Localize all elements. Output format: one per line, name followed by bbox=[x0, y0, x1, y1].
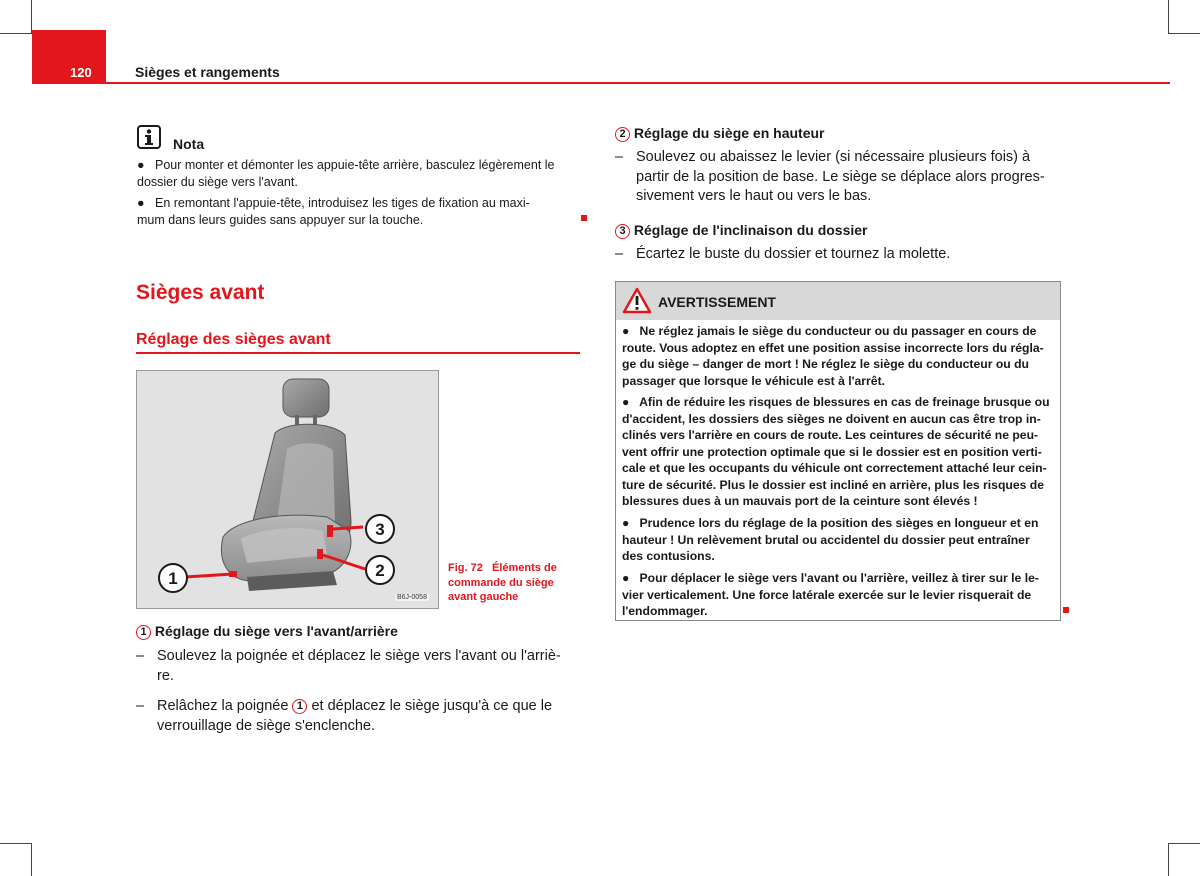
step-number: 2 bbox=[615, 127, 630, 142]
step-line: sivement vers le haut ou vers le bas. bbox=[636, 188, 872, 204]
step-item bbox=[615, 245, 1065, 265]
end-marker bbox=[581, 215, 587, 221]
step-line: Relâchez la poignée bbox=[157, 698, 289, 714]
info-icon bbox=[137, 125, 161, 149]
note-line: mum dans leurs guides sans appuyer sur la touche. bbox=[137, 213, 424, 227]
caption-line: avant gauche bbox=[448, 591, 519, 603]
callout-1 bbox=[159, 564, 187, 592]
crop-mark bbox=[31, 843, 32, 876]
step-number: 1 bbox=[136, 625, 151, 640]
crop-mark bbox=[1168, 843, 1169, 876]
dash: – bbox=[615, 246, 624, 262]
crop-mark bbox=[1168, 33, 1200, 34]
subsection-rule bbox=[136, 352, 580, 354]
step-heading bbox=[136, 623, 398, 640]
warning-item: ● Pour déplacer le siège vers l'avant ou l'arrière, veillez à tirer sur le le- vier verticalement. Une force latérale exercée sur le levier risquerait de l'endommager. bbox=[622, 571, 1039, 618]
bullet: ● bbox=[137, 196, 145, 210]
step-item bbox=[615, 148, 1065, 207]
dash: – bbox=[136, 648, 145, 664]
callout-3 bbox=[366, 515, 394, 543]
crop-mark bbox=[1168, 0, 1169, 34]
bullet: ● bbox=[622, 324, 630, 338]
warning-title: AVERTISSEMENT bbox=[658, 294, 776, 310]
step-title: Réglage de l'inclinaison du dossier bbox=[633, 222, 868, 238]
dash: – bbox=[615, 149, 624, 165]
step-line: et déplacez le siège jusqu'à ce que le bbox=[311, 698, 553, 714]
header-rule bbox=[106, 82, 1170, 84]
bullet: ● bbox=[137, 158, 145, 172]
step-line: Soulevez la poignée et déplacez le siège vers l'avant ou l'arriè- bbox=[157, 648, 561, 664]
crop-mark bbox=[1168, 843, 1200, 844]
caption-label: Fig. 72 bbox=[448, 562, 483, 574]
warning-item: ● Prudence lors du réglage de la position des sièges en longueur et en hauteur ! Un relèvement brutal ou accidentel du dossier peut entraîner des contusions. bbox=[622, 516, 1039, 563]
page-number-box bbox=[32, 30, 106, 84]
section-title: Sièges avant bbox=[136, 281, 265, 304]
step-heading bbox=[615, 222, 868, 239]
step-line: verrouillage de siège s'enclenche. bbox=[157, 717, 375, 734]
figure-code: B6J-0058 bbox=[397, 594, 427, 601]
bullet: ● bbox=[622, 571, 630, 585]
note-line: En remontant l'appuie-tête, introduisez les tiges de fixation au maxi- bbox=[154, 196, 530, 210]
note-item bbox=[137, 157, 577, 191]
svg-text:3: 3 bbox=[375, 520, 385, 539]
step-number: 3 bbox=[615, 224, 630, 239]
chapter-title: Sièges et rangements bbox=[135, 64, 280, 80]
end-marker bbox=[1063, 607, 1069, 613]
step-line: partir de la position de base. Le siège se déplace alors progres- bbox=[636, 168, 1045, 185]
step-line: Soulevez ou abaissez le levier (si nécessaire plusieurs fois) à bbox=[636, 149, 1031, 165]
svg-text:2: 2 bbox=[375, 561, 385, 580]
dash: – bbox=[136, 698, 145, 714]
note-line: Pour monter et démonter les appuie-tête arrière, basculez légèrement le bbox=[154, 158, 555, 172]
subsection-title: Réglage des sièges avant bbox=[136, 331, 331, 348]
warning-header bbox=[616, 282, 1060, 320]
crop-mark bbox=[0, 843, 32, 844]
step-item bbox=[136, 647, 582, 686]
bullet: ● bbox=[622, 516, 630, 530]
callout-2 bbox=[366, 556, 394, 584]
step-title: Réglage du siège vers l'avant/arrière bbox=[154, 623, 398, 639]
warning-item: ● Afin de réduire les risques de blessures en cas de freinage brusque ou d'accident, les dossiers des sièges ne doivent en aucun cas être trop in- clinés vers l'arrière en cours de route. Les ceintures de sécurité ne peu- vent offrir une protection optimale que si le dossier est en position verti- cale et que les occupants du véhicule ont correctement attaché leur cein- ture de sécurité. Plus le dossier est incliné en arrière, plus les risques de blessures dues à un mauvais port de la ceinture sont élevés ! bbox=[622, 395, 1050, 508]
page-number: 120 bbox=[70, 65, 92, 80]
note-item bbox=[137, 195, 577, 229]
crop-mark bbox=[0, 33, 32, 34]
svg-text:1: 1 bbox=[168, 569, 178, 588]
note-title: Nota bbox=[173, 136, 205, 152]
seat-figure bbox=[136, 370, 439, 609]
step-line: Écartez le buste du dossier et tournez la molette. bbox=[636, 246, 951, 262]
figure-caption bbox=[448, 561, 557, 605]
warning-triangle-icon bbox=[622, 287, 652, 314]
step-title: Réglage du siège en hauteur bbox=[633, 125, 825, 141]
step-item bbox=[136, 697, 582, 736]
caption-line: commande du siège bbox=[448, 576, 554, 589]
caption-line: Éléments de bbox=[492, 562, 557, 574]
step-line: re. bbox=[157, 667, 174, 684]
note-line: dossier du siège vers l'avant. bbox=[137, 175, 298, 189]
warning-item: ● Ne réglez jamais le siège du conducteur ou du passager en cours de route. Vous adoptez en effet une position assise incorrecte lors du régla- ge du siège – danger de mort ! Ne réglez le siège du conducteur ou du passager que lorsque le véhicule est à l'arrêt. bbox=[622, 324, 1044, 388]
bullet: ● bbox=[622, 395, 630, 409]
warning-box bbox=[615, 281, 1061, 621]
step-heading bbox=[615, 125, 825, 142]
crop-mark bbox=[31, 0, 32, 34]
step-ref-number: 1 bbox=[292, 699, 307, 714]
